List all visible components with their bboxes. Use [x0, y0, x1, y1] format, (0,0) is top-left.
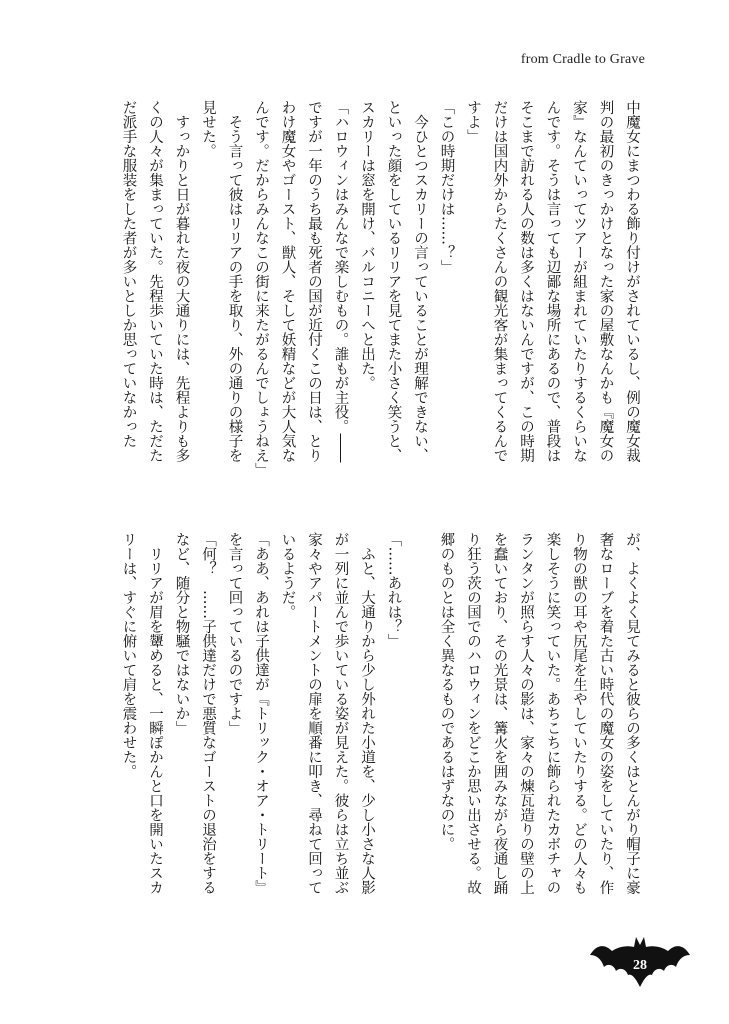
bottom-text-line: ランタンが照らす人々の影は、家々の煉瓦造りの壁の上	[518, 532, 534, 895]
top-text-line: 見せた。	[200, 100, 216, 158]
top-text-line: んです。だからみんなこの街に来たがるんでしょうねえ」	[253, 100, 269, 477]
bottom-text-line: が、よくよく見てみると彼らの多くはとんがり帽子に豪	[624, 532, 640, 895]
top-text-line: 今ひとつスカリーの言っていることが理解できない、	[412, 100, 428, 463]
bottom-text-line: ふと、大通りから少し外れた小道を、少し小さな人影	[359, 532, 375, 895]
bottom-text-line: など、随分と物騒ではないか」	[173, 532, 190, 735]
page-number: 28	[633, 958, 647, 973]
bottom-text-line: いるようだ。	[279, 532, 296, 619]
bottom-text-line: リリアが眉を顰めると、一瞬ぽかんと口を開いたスカ	[147, 532, 163, 895]
bottom-text-line: 郷のものとは全く異なるものであるはずなのに。	[438, 532, 455, 851]
bottom-text-line: を言って回っているのですよ」	[226, 532, 243, 735]
bottom-text-line: り狂う茨の国でのハロウィンをどこか思い出させる。故	[465, 532, 481, 895]
bottom-text-line: 家々やアパートメントの扉を順番に叩き、尋ねて回って	[306, 532, 322, 895]
top-text-line: 「ハロウィンはみんなで楽しむもの。誰もが主役。――	[332, 100, 349, 463]
running-header: from Cradle to Grave	[520, 52, 645, 67]
top-text-line: 「この時期だけは……？」	[438, 100, 455, 274]
top-text-line: んです。そうは言っても辺鄙な場所にあるので、普段は	[544, 100, 561, 463]
top-text-line: ですが一年のうち最も死者の国が近付くこの日は、とり	[306, 100, 322, 463]
top-text-line: だ派手な服装をした者が多いとしか思っていなかった	[120, 100, 137, 448]
bottom-text-line: 奢なローブを着た古い時代の魔女の姿をしていたり、作	[597, 532, 614, 895]
bottom-text-line: 楽しそうに笑っていた。あちこちに飾られたカボチャの	[544, 532, 561, 895]
bottom-text-line: リーは、すぐに俯いて肩を震わせた。	[120, 532, 137, 779]
bottom-text-line: り物の獣の耳や尻尾を生やしていたりする。どの人々も	[571, 532, 587, 895]
bottom-text-line: を蠢いており、その光景は、篝火を囲みながら夜通し踊	[491, 532, 508, 895]
top-text-line: 家』なんていってツアーが組まれていたりするくらいな	[571, 100, 587, 463]
top-text-line: そこまで訪れる人の数は多くはないんですが、この時期	[518, 100, 534, 463]
top-text-line: すっかりと日が暮れた夜の大通りには、先程よりも多	[173, 100, 190, 463]
top-text-line: スカリーは窓を開け、バルコニーへと出た。	[359, 100, 375, 390]
bottom-text-line: 「ああ、あれは子供達が『トリック・オア・トリート』	[253, 532, 269, 895]
top-text-line: くの人々が集まっていた。先程歩いていた時は、ただた	[147, 100, 163, 463]
top-text-line: 中魔女にまつわる飾り付けがされているし、例の魔女裁	[624, 100, 640, 463]
top-text-line: といった顔をしているリリアを見てまた小さく笑うと、	[385, 100, 402, 463]
bottom-text-line	[407, 532, 434, 952]
text-block-top	[115, 100, 645, 510]
text-block-bottom	[115, 532, 645, 952]
bottom-text-line: 「……あれは？」	[385, 532, 402, 648]
bottom-text-line: が一列に並んで歩いている姿が見えた。彼らは立ち並ぶ	[332, 532, 349, 895]
top-text-line: わけ魔女やゴースト、獣人、そして妖精などが大人気な	[279, 100, 296, 463]
top-text-line: すよ」	[465, 100, 481, 144]
bottom-text-line: 「何？ ……子供達だけで悪質なゴーストの退治をする	[200, 532, 216, 895]
top-text-line: そう言って彼はリリアの手を取り、外の通りの様子を	[226, 100, 243, 463]
top-text-line: 判の最初のきっかけとなった家の屋敷なんかも『魔女の	[597, 100, 614, 463]
top-text-line: だけは国内外からたくさんの観光客が集まってくるんで	[491, 100, 508, 463]
